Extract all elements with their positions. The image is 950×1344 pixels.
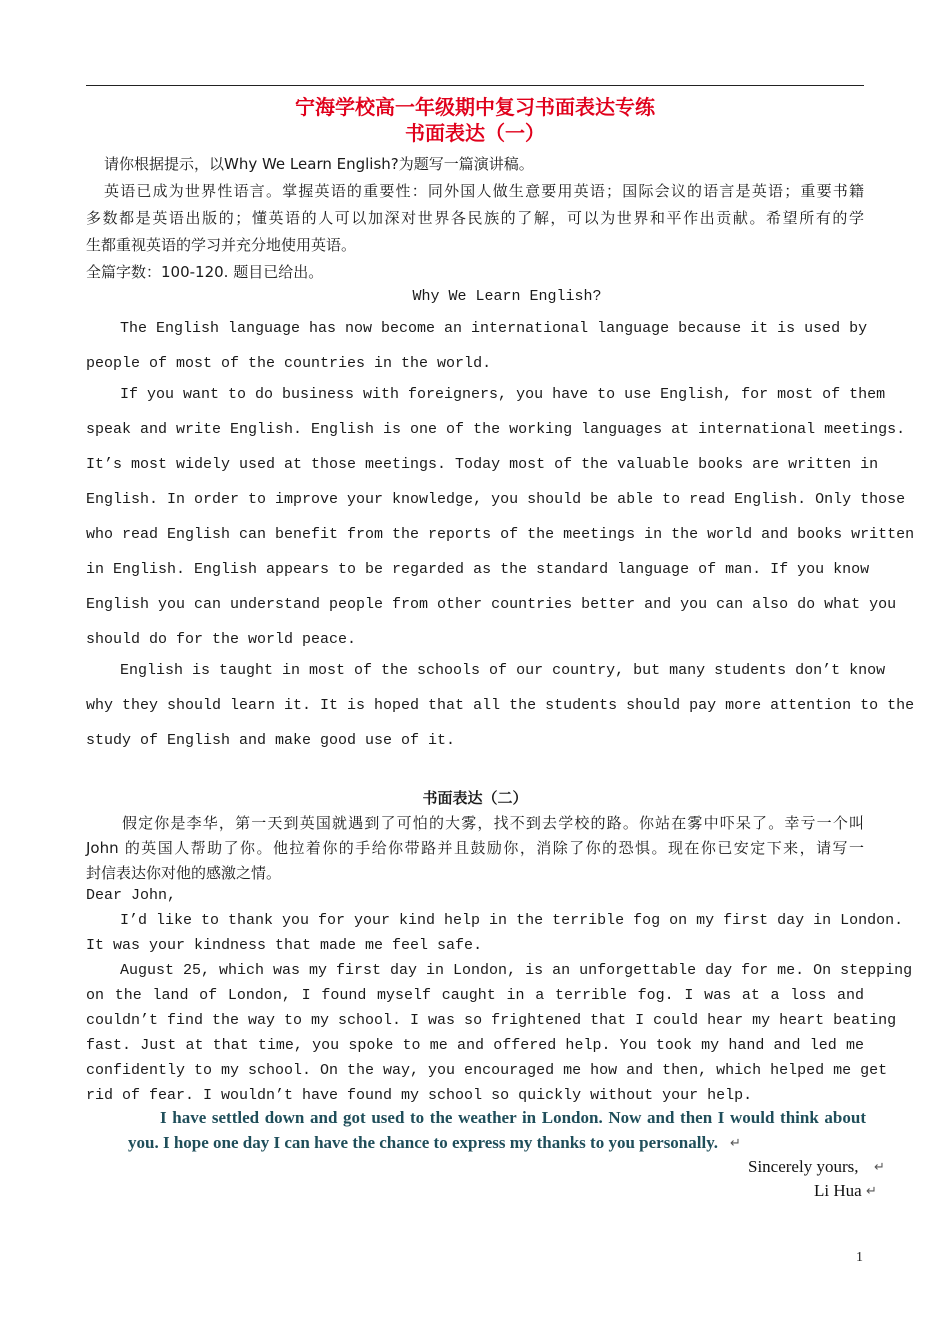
instruction-line: 多数都是英语出版的；懂英语的人可以加深对世界各民族的了解，可以为世界和平作出贡献。希望所有的学 bbox=[86, 209, 864, 227]
return-mark-icon: ↵ bbox=[874, 1159, 885, 1174]
letter-signoff: Sincerely yours, bbox=[748, 1157, 859, 1176]
letter-line: August 25, which was my first day in London, is an unforgettable day for me. On stepping bbox=[120, 962, 913, 979]
essay-title: Why We Learn English? bbox=[412, 288, 602, 305]
essay-line: in English. English appears to be regarded as the standard language of man. If you know bbox=[86, 561, 870, 578]
page-number: 1 bbox=[856, 1250, 863, 1265]
letter-signature: Li Hua bbox=[814, 1181, 862, 1200]
prompt-line: 封信表达你对他的感激之情。 bbox=[86, 864, 282, 882]
essay-line: English is taught in most of the schools of our country, but many students don’t know bbox=[120, 662, 886, 679]
letter-line: confidently to my school. On the way, you encouraged me how and then, which helped me get bbox=[86, 1062, 888, 1079]
letter-line: on the land of London, I found myself caught in a terrible fog. I was at a loss and bbox=[86, 987, 864, 1004]
letter-greeting: Dear John, bbox=[86, 887, 177, 904]
return-mark-icon: ↵ bbox=[730, 1135, 741, 1150]
essay-line: speak and write English. English is one of the working languages at international meetings. bbox=[86, 421, 906, 438]
instruction-line: 全篇字数：100-120. 题目已给出。 bbox=[86, 263, 324, 281]
section1-heading: 书面表达（一） bbox=[405, 121, 545, 145]
instruction-line: 请你根据提示，以Why We Learn English?为题写一篇演讲稿。 bbox=[104, 155, 534, 173]
letter-line: I’d like to thank you for your kind help in the terrible fog on my first day in London. bbox=[120, 912, 904, 929]
essay-line: study of English and make good use of it. bbox=[86, 732, 456, 749]
closing-line: you. I hope one day I can have the chance to express my thanks to you personally. bbox=[128, 1133, 719, 1152]
letter-line: rid of fear. I wouldn’t have found my school so quickly without your help. bbox=[86, 1087, 753, 1104]
letter-line: couldn’t find the way to my school. I was so frightened that I could hear my heart beating bbox=[86, 1012, 897, 1029]
essay-line: It’s most widely used at those meetings. Today most of the valuable books are written in bbox=[86, 456, 879, 473]
essay-line: why they should learn it. It is hoped that all the students should pay more attention to the bbox=[86, 697, 915, 714]
essay-line: The English language has now become an international language because it is used by bbox=[120, 320, 868, 337]
essay-line: people of most of the countries in the world. bbox=[86, 355, 492, 372]
essay-line: who read English can benefit from the reports of the meetings in the world and books written bbox=[86, 526, 915, 543]
top-rule bbox=[86, 85, 864, 86]
prompt-line: 假定你是李华，第一天到英国就遇到了可怕的大雾，找不到去学校的路。你站在雾中吓呆了。幸亏一个叫 bbox=[122, 814, 864, 832]
return-mark-icon: ↵ bbox=[866, 1183, 877, 1198]
instruction-line: 生都重视英语的学习并充分地使用英语。 bbox=[86, 236, 357, 254]
closing-line: I have settled down and got used to the weather in London. Now and then I would think about bbox=[160, 1108, 866, 1127]
essay-line: English you can understand people from other countries better and you can also do what you bbox=[86, 596, 897, 613]
letter-line: fast. Just at that time, you spoke to me and offered help. You took my hand and led me bbox=[86, 1037, 864, 1054]
prompt-line: John 的英国人帮助了你。他拉着你的手给你带路并且鼓励你，消除了你的恐惧。现在你已安定下来，请写一 bbox=[86, 839, 864, 857]
essay-line: If you want to do business with foreigners, you have to use English, for most of them bbox=[120, 386, 886, 403]
instruction-line: 英语已成为世界性语言。掌握英语的重要性：同外国人做生意要用英语；国际会议的语言是英语；重要书籍 bbox=[104, 182, 864, 200]
section2-heading: 书面表达（二） bbox=[422, 789, 528, 807]
document-title: 宁海学校高一年级期中复习书面表达专练 bbox=[295, 95, 655, 119]
essay-line: should do for the world peace. bbox=[86, 631, 357, 648]
essay-line: English. In order to improve your knowledge, you should be able to read English. Only those bbox=[86, 491, 906, 508]
letter-line: It was your kindness that made me feel safe. bbox=[86, 937, 483, 954]
